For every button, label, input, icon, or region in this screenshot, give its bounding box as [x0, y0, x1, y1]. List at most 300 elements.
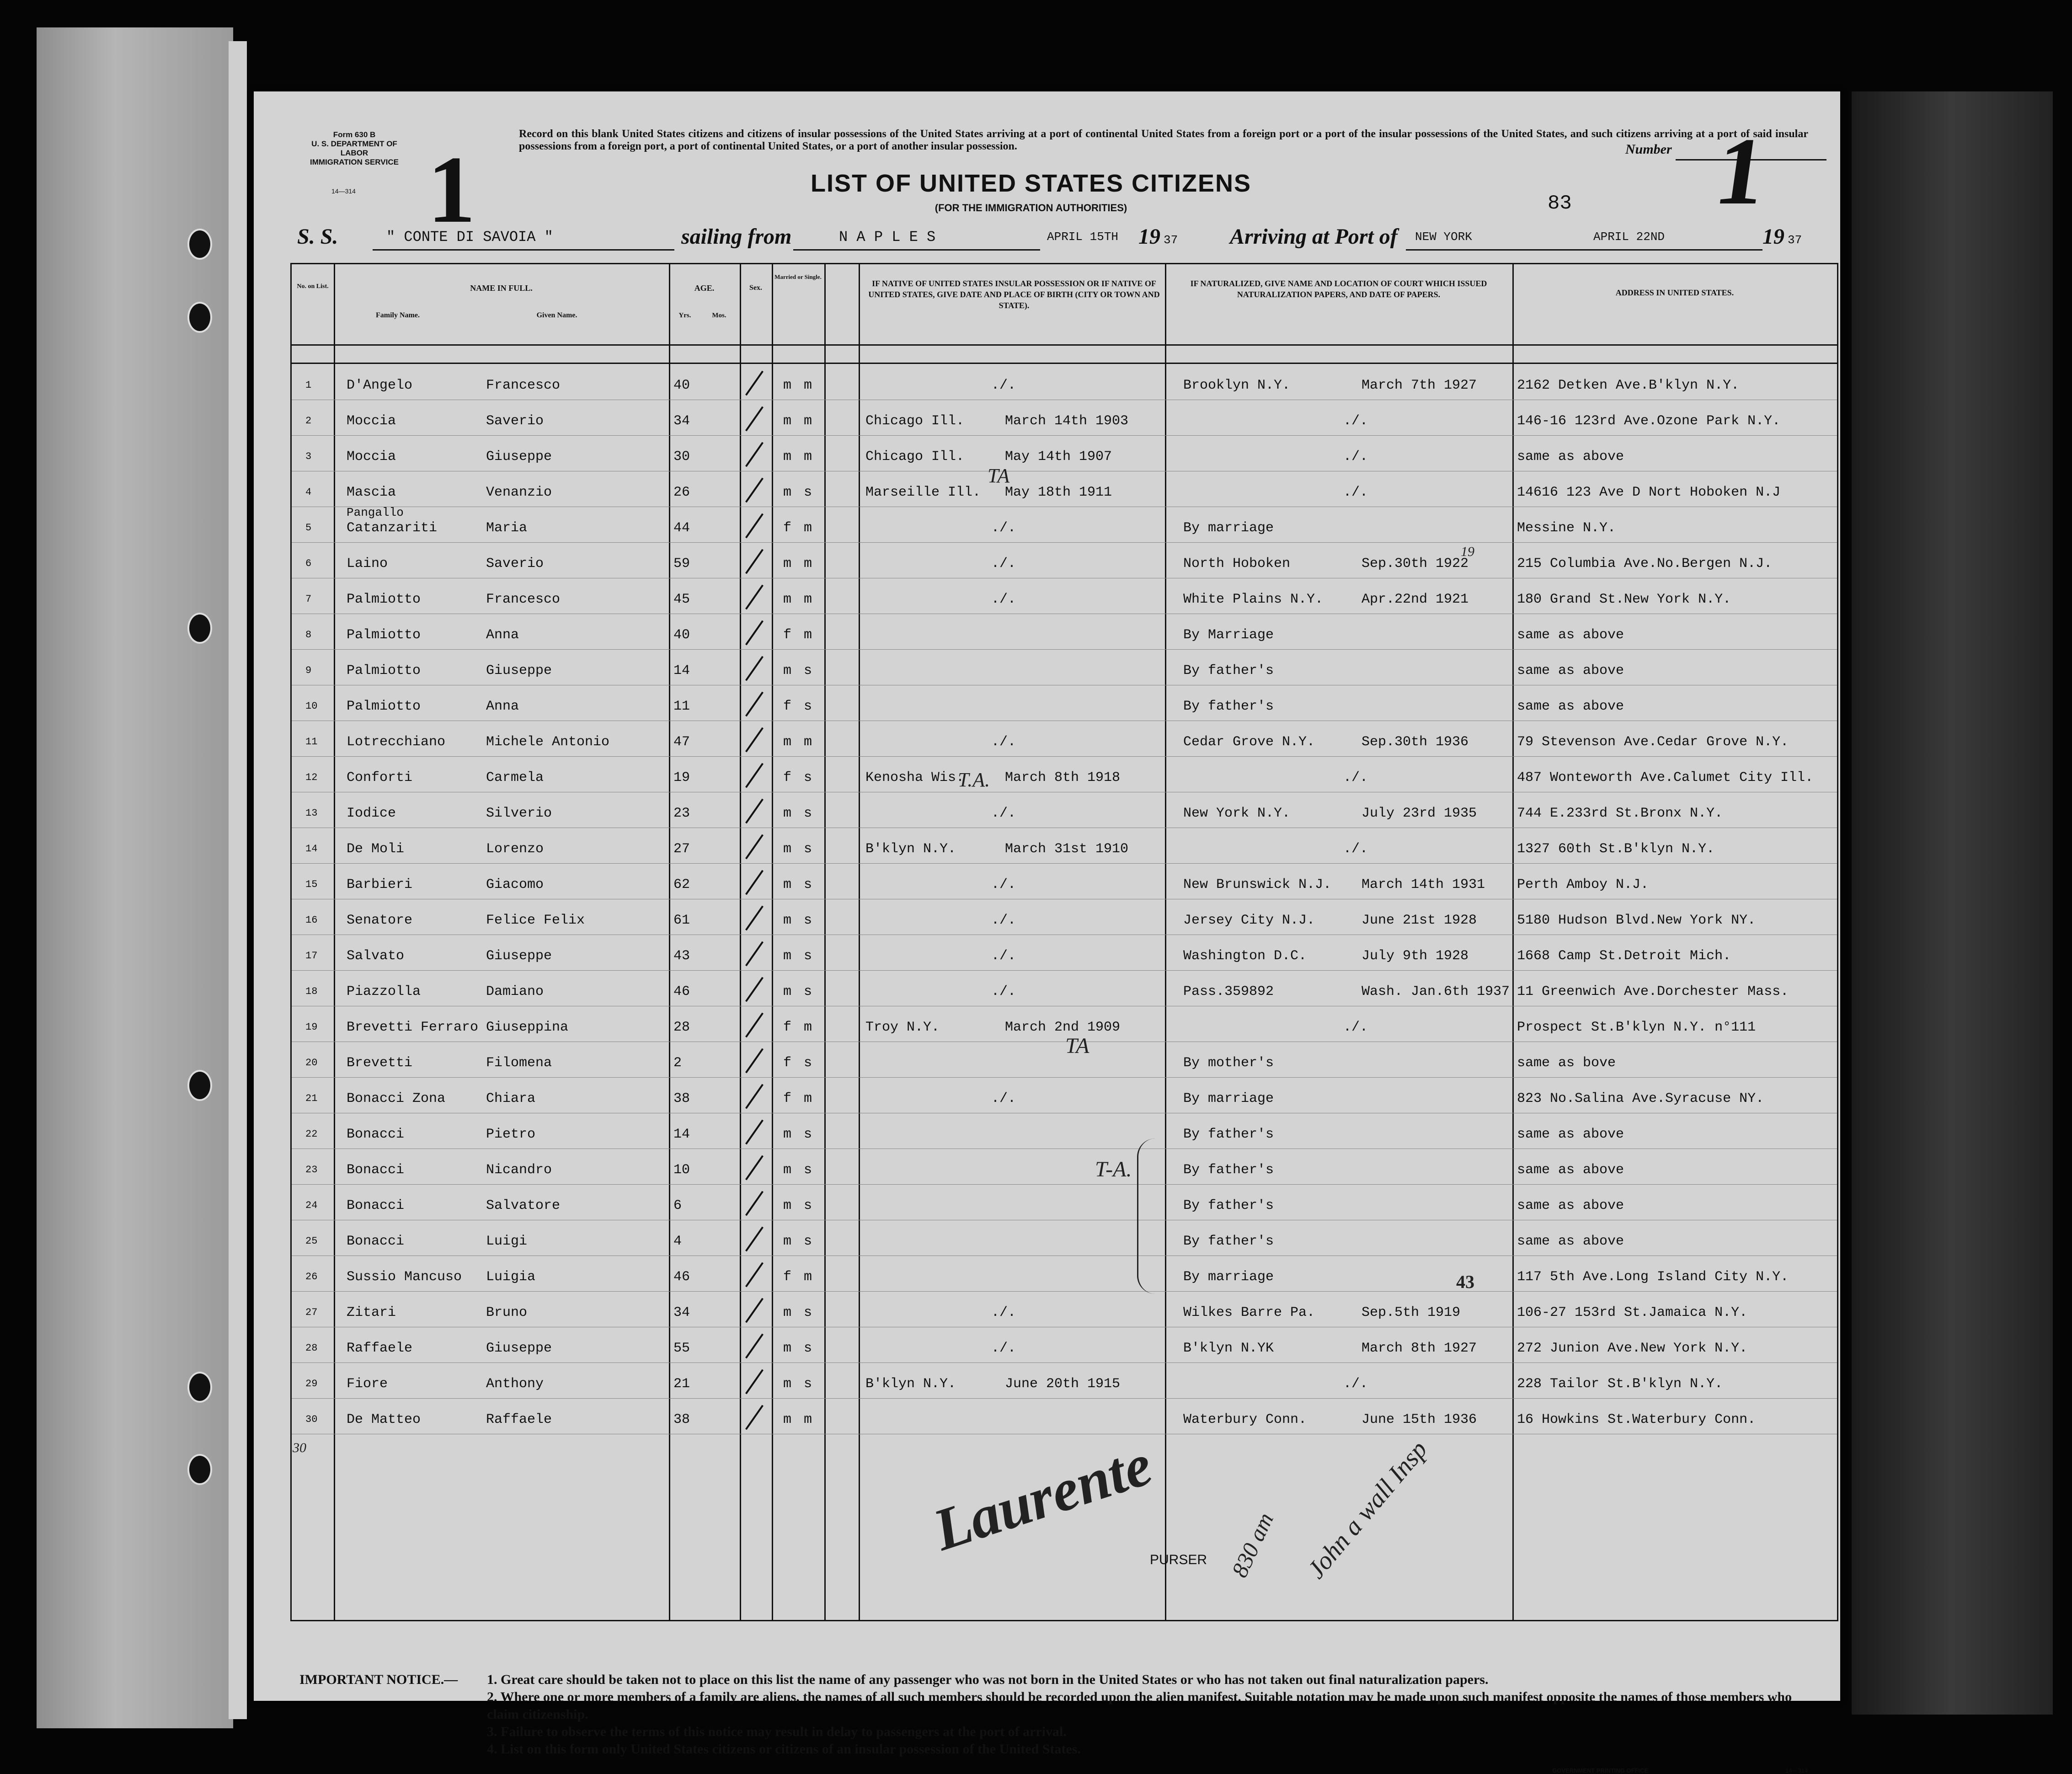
address: 146-16 123rd Ave.Ozone Park N.Y.: [1517, 413, 1781, 429]
check-mark: [745, 1013, 764, 1038]
birth-date: June 20th 1915: [1005, 1376, 1121, 1392]
age: 43: [673, 948, 690, 964]
given-name: Giuseppe: [486, 449, 552, 465]
marital-status: m: [804, 592, 812, 607]
annotation-ta: T-A.: [1095, 1157, 1132, 1181]
ship-name: " CONTE DI SAVOIA ": [386, 229, 553, 246]
family-name: Palmiotto: [347, 592, 421, 607]
address: 823 No.Salina Ave.Syracuse NY.: [1517, 1091, 1764, 1106]
naturalization-date: June 15th 1936: [1362, 1412, 1477, 1427]
age: 59: [673, 556, 690, 572]
family-name: Senatore: [347, 913, 413, 928]
marital-status: m: [804, 378, 812, 393]
sex: m: [783, 734, 792, 750]
inspector-signature: John a wall Insp: [1302, 1435, 1433, 1584]
address: same as above: [1517, 663, 1624, 679]
row-number: 14: [305, 843, 318, 855]
table-row: [292, 1329, 1837, 1363]
birth-date: March 8th 1918: [1005, 770, 1121, 785]
family-name: Zitari: [347, 1305, 396, 1320]
row-rule: [292, 1398, 1837, 1399]
punch-hole: [187, 302, 212, 333]
header-name: NAME IN FULL.: [470, 283, 533, 293]
check-mark: [745, 1048, 764, 1074]
purser-label: PURSER: [1150, 1552, 1207, 1567]
given-name: Luigi: [486, 1234, 528, 1249]
given-name: Silverio: [486, 806, 552, 821]
naturalization-court: Washington D.C.: [1183, 948, 1307, 964]
check-mark: [745, 1369, 764, 1395]
birth-date: March 31st 1910: [1005, 841, 1129, 857]
naturalization-date: March 8th 1927: [1362, 1341, 1477, 1356]
row-number: 6: [305, 558, 312, 569]
age: 47: [673, 734, 690, 750]
age: 38: [673, 1412, 690, 1427]
check-mark: [745, 1227, 764, 1252]
annotation-ta: T.A.: [958, 769, 990, 791]
sex: m: [783, 1234, 792, 1249]
check-mark: [745, 1084, 764, 1109]
address: 180 Grand St.New York N.Y.: [1517, 592, 1731, 607]
sex: m: [783, 948, 792, 964]
row-number: 24: [305, 1200, 318, 1211]
table-row: [292, 401, 1837, 436]
row-number: 10: [305, 700, 318, 712]
birth-date: ./.: [991, 1091, 1016, 1106]
birth-date: ./.: [991, 1341, 1016, 1356]
check-mark: [745, 692, 764, 717]
naturalization-court: North Hoboken: [1183, 556, 1291, 572]
sex: f: [783, 627, 792, 643]
birth-date: May 18th 1911: [1005, 485, 1112, 500]
family-name: Laino: [347, 556, 388, 572]
naturalization-date: Wash. Jan.6th 1937: [1362, 984, 1510, 999]
sex: m: [783, 592, 792, 607]
sex: m: [783, 841, 792, 857]
given-name: Salvatore: [486, 1198, 561, 1213]
address: Prospect St.B'klyn N.Y. n°111: [1517, 1020, 1756, 1035]
address: 744 E.233rd St.Bronx N.Y.: [1517, 806, 1723, 821]
address: 106-27 153rd St.Jamaica N.Y.: [1517, 1305, 1748, 1320]
family-name: De Matteo: [347, 1412, 421, 1427]
table-row: [292, 615, 1837, 650]
family-name: Salvato: [347, 948, 405, 964]
address: same as above: [1517, 699, 1624, 714]
row-number: 27: [305, 1307, 318, 1318]
annotation-number: 19: [1461, 544, 1474, 559]
given-name: Raffaele: [486, 1412, 552, 1427]
row-number: 22: [305, 1128, 318, 1140]
port-to: NEW YORK: [1415, 230, 1472, 244]
family-name: Palmiotto: [347, 699, 421, 714]
naturalization-date: Sep.30th 1936: [1362, 734, 1469, 750]
address: 272 Junion Ave.New York N.Y.: [1517, 1341, 1748, 1356]
family-name: Moccia: [347, 413, 396, 429]
sex: m: [783, 984, 792, 999]
birth-date: May 14th 1907: [1005, 449, 1112, 465]
row-number: 23: [305, 1164, 318, 1176]
sex: m: [783, 806, 792, 821]
table-row: [292, 1257, 1837, 1292]
birth-date: ./.: [991, 984, 1016, 999]
family-name: Sussio Mancuso: [347, 1269, 462, 1285]
given-name: Michele Antonio: [486, 734, 610, 750]
family-name: Barbieri: [347, 877, 413, 892]
age: 26: [673, 485, 690, 500]
header-naturalized: IF NATURALIZED, GIVE NAME AND LOCATION OF COURT WHICH ISSUED NATURALIZATION PAPERS, AND DATE OF PAPERS.: [1190, 279, 1487, 299]
birth-date: ./.: [991, 877, 1016, 892]
table-row: [292, 1150, 1837, 1185]
table-row: [292, 758, 1837, 793]
check-mark: [745, 442, 764, 467]
marital-status: s: [804, 984, 812, 999]
sex: m: [783, 485, 792, 500]
naturalization-date: ./.: [1343, 1376, 1368, 1392]
check-mark: [745, 478, 764, 503]
row-rule: [292, 1077, 1837, 1078]
table-row: [292, 901, 1837, 935]
age: 40: [673, 627, 690, 643]
age: 30: [673, 449, 690, 465]
row-number: 28: [305, 1342, 318, 1354]
sex: m: [783, 663, 792, 679]
family-name: Brevetti: [347, 1055, 413, 1071]
page-number-right: 1: [1709, 118, 1773, 224]
row-number: 9: [305, 665, 312, 676]
row-number: 20: [305, 1057, 318, 1069]
address: 14616 123 Ave D Nort Hoboken N.J: [1517, 485, 1781, 500]
sex: m: [783, 1412, 792, 1427]
naturalization-court: By marriage: [1183, 520, 1274, 536]
page-title: LIST OF UNITED STATES CITIZENS: [811, 170, 1251, 197]
row-rule: [292, 863, 1837, 864]
annotation-ta: TA: [1065, 1034, 1089, 1058]
family-name: Fiore: [347, 1376, 388, 1392]
printer-code: 14—314: [1785, 1767, 1808, 1774]
table-row: [292, 1115, 1837, 1149]
naturalization-date: ./.: [1343, 485, 1368, 500]
marital-status: m: [804, 1269, 812, 1285]
annotation-number: 43: [1456, 1272, 1474, 1292]
age: 21: [673, 1376, 690, 1392]
naturalization-date: July 23rd 1935: [1362, 806, 1477, 821]
check-mark: [745, 906, 764, 931]
family-name: Lotrecchiano: [347, 734, 446, 750]
check-mark: [745, 1405, 764, 1430]
naturalization-court: By marriage: [1183, 1269, 1274, 1285]
given-name: Pietro: [486, 1127, 536, 1142]
annotation-ta: TA: [988, 465, 1010, 487]
marital-status: s: [804, 1376, 812, 1392]
check-mark: [745, 1334, 764, 1359]
age: 2: [673, 1055, 682, 1071]
naturalization-date: June 21st 1928: [1362, 913, 1477, 928]
check-mark: [745, 1155, 764, 1181]
punch-hole: [187, 1070, 212, 1101]
marital-status: s: [804, 841, 812, 857]
family-name: Palmiotto: [347, 663, 421, 679]
notice-label: IMPORTANT NOTICE.—: [299, 1672, 458, 1687]
age: 62: [673, 877, 690, 892]
row-number: 29: [305, 1378, 318, 1389]
table-row: [292, 437, 1837, 472]
marital-status: s: [804, 1341, 812, 1356]
family-name: Piazzolla: [347, 984, 421, 999]
birth-place: Kenosha Wis.: [865, 770, 965, 785]
year-from-suffix: 37: [1164, 233, 1178, 247]
marital-status: m: [804, 556, 812, 572]
date-to: APRIL 22ND: [1593, 230, 1665, 244]
age: 46: [673, 984, 690, 999]
row-number: 15: [305, 879, 318, 890]
given-name: Anthony: [486, 1376, 544, 1392]
ship-underline: [373, 249, 674, 251]
naturalization-court: By father's: [1183, 1162, 1274, 1178]
check-mark: [745, 977, 764, 1002]
family-name: Catanzariti: [347, 520, 438, 536]
marital-status: s: [804, 770, 812, 785]
naturalization-date: ./.: [1343, 413, 1368, 429]
adjacent-page-right: [1852, 91, 2053, 1715]
sex: m: [783, 913, 792, 928]
address: 117 5th Ave.Long Island City N.Y.: [1517, 1269, 1789, 1285]
row-number: 3: [305, 451, 312, 462]
age: 10: [673, 1162, 690, 1178]
row-number: 8: [305, 629, 312, 641]
marital-status: s: [804, 1234, 812, 1249]
marital-status: m: [804, 449, 812, 465]
age: 28: [673, 1020, 690, 1035]
notice-item: 4. List on this form only United States citizens or citizens of an insular possession of the United States.: [487, 1742, 1081, 1757]
page-subtitle: (FOR THE IMMIGRATION AUTHORITIES): [935, 202, 1127, 214]
header-sex: Sex.: [749, 284, 762, 292]
address: same as above: [1517, 1162, 1624, 1178]
family-name: Bonacci: [347, 1234, 405, 1249]
table-row: [292, 722, 1837, 757]
age: 14: [673, 1127, 690, 1142]
row-number: 2: [305, 415, 312, 427]
header-age: AGE.: [694, 283, 715, 293]
family-name: Moccia: [347, 449, 396, 465]
check-mark: [745, 406, 764, 432]
birth-date: ./.: [991, 948, 1016, 964]
naturalization-court: Brooklyn N.Y.: [1183, 378, 1291, 393]
table-row: [292, 794, 1837, 828]
number-label: Number: [1625, 142, 1672, 157]
naturalization-court: By father's: [1183, 663, 1274, 679]
marital-status: m: [804, 520, 812, 536]
address: 2162 Detken Ave.B'klyn N.Y.: [1517, 378, 1740, 393]
naturalization-date: ./.: [1343, 1020, 1368, 1035]
table-row: [292, 1364, 1837, 1399]
table-row: [292, 508, 1837, 543]
printer-mark: GOVERNMENT PRINTING OFFICE: [1552, 1767, 1649, 1774]
naturalization-court: Cedar Grove N.Y.: [1183, 734, 1315, 750]
table-row: [292, 1400, 1837, 1435]
address: 79 Stevenson Ave.Cedar Grove N.Y.: [1517, 734, 1789, 750]
naturalization-court: B'klyn N.YK: [1183, 1341, 1274, 1356]
age: 46: [673, 1269, 690, 1285]
row-number: 4: [305, 486, 312, 498]
family-name: D'Angelo: [347, 378, 413, 393]
marital-status: s: [804, 1305, 812, 1320]
birth-date: ./.: [991, 734, 1016, 750]
bracket-mark: [1137, 1138, 1157, 1294]
check-mark: [745, 1298, 764, 1323]
sex: m: [783, 1198, 792, 1213]
age: 44: [673, 520, 690, 536]
row-number: 1: [305, 379, 312, 391]
naturalization-court: By mother's: [1183, 1055, 1274, 1071]
annotation-number: 30: [293, 1440, 306, 1455]
row-rule: [292, 649, 1837, 650]
naturalization-court: By father's: [1183, 1127, 1274, 1142]
birth-date: ./.: [991, 913, 1016, 928]
age: 34: [673, 413, 690, 429]
age: 34: [673, 1305, 690, 1320]
sex: m: [783, 1305, 792, 1320]
birth-date: ./.: [991, 592, 1016, 607]
row-number: 13: [305, 807, 318, 819]
birth-date: ./.: [991, 520, 1016, 536]
age: 4: [673, 1234, 682, 1249]
sex: f: [783, 520, 792, 536]
arriving-label: Arriving at Port of: [1230, 224, 1398, 249]
naturalization-date: Sep.5th 1919: [1362, 1305, 1461, 1320]
naturalization-date: March 7th 1927: [1362, 378, 1477, 393]
marital-status: m: [804, 627, 812, 643]
age: 19: [673, 770, 690, 785]
punch-hole: [187, 1454, 212, 1485]
given-name: Venanzio: [486, 485, 552, 500]
naturalization-court: By father's: [1183, 1198, 1274, 1213]
purser-signature: Laurente: [925, 1431, 1160, 1564]
row-rule: [292, 970, 1837, 971]
address: 487 Wonteworth Ave.Calumet City Ill.: [1517, 770, 1814, 785]
manifest-page: [254, 91, 1840, 1774]
address: same as above: [1517, 449, 1624, 465]
naturalization-court: By Marriage: [1183, 627, 1274, 643]
family-name: Bonacci: [347, 1198, 405, 1213]
port-from: N A P L E S: [839, 229, 936, 246]
address: 16 Howkins St.Waterbury Conn.: [1517, 1412, 1756, 1427]
header-yrs: Yrs.: [678, 312, 691, 319]
naturalization-court: Wilkes Barre Pa.: [1183, 1305, 1315, 1320]
birth-date: March 2nd 1909: [1005, 1020, 1121, 1035]
table-row: [292, 1043, 1837, 1078]
marital-status: s: [804, 1198, 812, 1213]
given-name: Nicandro: [486, 1162, 552, 1178]
year-to-suffix: 37: [1788, 233, 1802, 247]
page-edge: [229, 41, 247, 1719]
naturalization-date: ./.: [1343, 841, 1368, 857]
naturalization-court: Pass.359892: [1183, 984, 1274, 999]
header-given: Given Name.: [536, 311, 577, 319]
row-number: 19: [305, 1021, 318, 1033]
notice-item: 1. Great care should be taken not to place on this list the name of any passenger who was not born in the United States or who has not taken out final naturalization papers.: [487, 1672, 1489, 1687]
marital-status: s: [804, 1162, 812, 1178]
table-row: [292, 580, 1837, 614]
given-name: Francesco: [486, 592, 561, 607]
address: 215 Columbia Ave.No.Bergen N.J.: [1517, 556, 1773, 572]
family-name: Brevetti Ferraro: [347, 1020, 479, 1035]
given-name: Saverio: [486, 413, 544, 429]
family-name: Palmiotto: [347, 627, 421, 643]
marital-status: m: [804, 1412, 812, 1427]
naturalization-date: ./.: [1343, 449, 1368, 465]
address: 1668 Camp St.Detroit Mich.: [1517, 948, 1731, 964]
address: 228 Tailor St.B'klyn N.Y.: [1517, 1376, 1723, 1392]
row-number: 17: [305, 950, 318, 962]
marital-status: s: [804, 1127, 812, 1142]
marital-status: s: [804, 913, 812, 928]
given-name: Lorenzo: [486, 841, 544, 857]
form-identifier: Form 630 B U. S. DEPARTMENT OF LABOR IMMIGRATION SERVICE: [310, 130, 399, 166]
marital-status: s: [804, 699, 812, 714]
birth-date: ./.: [991, 806, 1016, 821]
sex: m: [783, 877, 792, 892]
age: 27: [673, 841, 690, 857]
row-number: 21: [305, 1093, 318, 1104]
table-row: [292, 1008, 1837, 1042]
table-row: [292, 936, 1837, 971]
marital-status: s: [804, 1055, 812, 1071]
address: same as above: [1517, 627, 1624, 643]
sex: f: [783, 1091, 792, 1106]
table-row: [292, 651, 1837, 686]
age: 45: [673, 592, 690, 607]
naturalization-date: July 9th 1928: [1362, 948, 1469, 964]
sex: m: [783, 1341, 792, 1356]
marital-status: s: [804, 948, 812, 964]
check-mark: [745, 549, 764, 574]
given-name: Giacomo: [486, 877, 544, 892]
given-name: Luigia: [486, 1269, 536, 1285]
port-to-underline: [1406, 249, 1762, 251]
sex: f: [783, 1020, 792, 1035]
row-number: 7: [305, 593, 312, 605]
naturalization-court: New York N.Y.: [1183, 806, 1291, 821]
family-name: Bonacci: [347, 1162, 405, 1178]
row-rule: [292, 435, 1837, 436]
age: 11: [673, 699, 690, 714]
family-name: Bonacci Zona: [347, 1091, 446, 1106]
print-code: 14—314: [331, 187, 356, 195]
birth-place: Marseille Ill.: [865, 485, 981, 500]
manifest-table: [290, 263, 1838, 1621]
given-name: Damiano: [486, 984, 544, 999]
address: same as above: [1517, 1234, 1624, 1249]
naturalization-court: By marriage: [1183, 1091, 1274, 1106]
age: 38: [673, 1091, 690, 1106]
birth-place: B'klyn N.Y.: [865, 841, 956, 857]
row-number: 16: [305, 914, 318, 926]
notice-item: 2. Where one or more members of a family are aliens, the names of all such members should be recorded upon the alien manifest. Suitable notation may be made upon such manifest opposite the names of those members who claim citizenship.: [487, 1689, 1792, 1722]
table-row: [292, 829, 1837, 864]
row-number: 18: [305, 986, 318, 997]
row-rule: [292, 1184, 1837, 1185]
age: 6: [673, 1198, 682, 1213]
instructions: Record on this blank United States citizens and citizens of insular possessions of the United States arriving at a port of continental United States from a foreign port or a port of the insular possessions of the United States, and such citizens arriving at a port of said insular possessions from a foreign port, a port of continental United States, or a port of another insular possession.: [519, 128, 1808, 152]
check-mark: [745, 727, 764, 753]
sex: f: [783, 699, 792, 714]
punch-hole: [187, 229, 212, 260]
family-name: Bonacci: [347, 1127, 405, 1142]
check-mark: [745, 1120, 764, 1145]
given-name: Francesco: [486, 378, 561, 393]
birth-place: B'klyn N.Y.: [865, 1376, 956, 1392]
sex: m: [783, 378, 792, 393]
